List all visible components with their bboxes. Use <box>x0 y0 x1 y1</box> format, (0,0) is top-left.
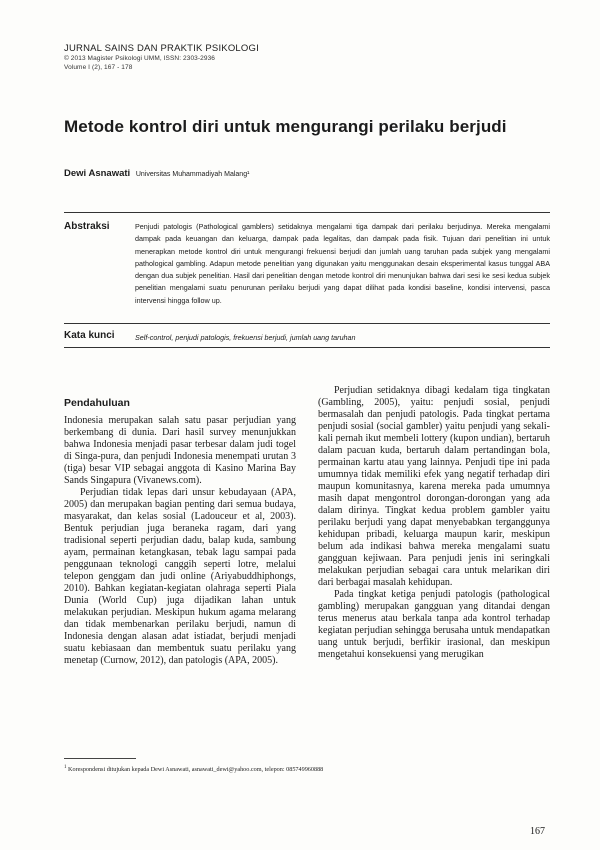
left-paragraph-1: Indonesia merupakan salah satu pasar perjudian yang berkembang di dunia. Dari hasil survey menunjukkan bahwa Indonesia menjadi pasar terbesar dalam judi togel di Singa-pura, dan penjudi Indonesia menempati urutan 3 (tiga) besar VIP sebagai anggota di Kasino Marina Bay Sands Singapura (Vivanews.com). <box>64 415 296 486</box>
abstract-top-rule <box>64 212 550 213</box>
abstract-text: Penjudi patologis (Pathological gamblers) setidaknya mengalami tiga dampak dari perilaku berjudinya. Mereka mengalami dampak pada keuangan dan keluarga, dampak pada legalitas, dan dampak pada fisik. Tujuan dari penelitian ini untuk menerapkan metode kontrol diri untuk mengurangi frekuensi berjudi dan jumlah uang taruhan pada subjek yang mengalami pathological gambling. Adapun metode penelitian yang digunakan yaitu menggunakan desain eksperimental kasus tunggal ABA dengan dua subjek penelitian. Hasil dari penelitian dengan metode kontrol diri menunjukan bahwa dari sesi ke sesi kedua subjek penelitian mengalami suatu penurunan perilaku berjudi yang dapat dilihat pada kondisi baseline, kondisi intervensi, pasca intervensi hingga follow up. <box>135 222 550 305</box>
left-paragraph-2: Perjudian tidak lepas dari unsur kebudayaan (APA, 2005) dan merupakan bagian penting dari semua budaya, masyarakat, dan kelas sosial (Ladouceur et al, 2003). Bentuk perjudian juga beraneka ragam, dari yang tradisional seperti perjudian dadu, balap kuda, sambung ayam, permainan ketangkasan, tebak lagu sampai pada penggunaan teknologi canggih seperti lotre, melalui telepon genggam dan judi online (Ariyabuddhiphongs, 2010). Bahkan kegiatan-kegiatan olahraga seperti Piala Dunia (World Cup) juga dijadikan lahan untuk melakukan perjudian. Meskipun hukum agama melarang dan tidak membenarkan perilaku berjudi, namun di Indonesia dengan alasan adat istiadat, berjudi menjadi suatu kebiasaan dan membentuk suatu perilaku yang menetap (Curnow, 2012), dan patologis (APA, 2005). <box>64 487 296 666</box>
journal-volume: Volume I (2), 167 - 178 <box>64 64 133 71</box>
journal-copyright: © 2013 Magister Psikologi UMM, ISSN: 2303-2936 <box>64 55 216 62</box>
left-column <box>64 385 296 667</box>
section-heading: Pendahuluan <box>64 397 130 409</box>
author-affiliation: Universitas Muhammadiyah Malang¹ <box>135 171 250 178</box>
article-title: Metode kontrol diri untuk mengurangi perilaku berjudi <box>64 117 507 136</box>
keywords-heading: Kata kunci <box>64 330 115 341</box>
right-paragraph-2: Pada tingkat ketiga penjudi patologis (pathological gambling) merupakan gangguan yang ditandai dengan terus menerus atau berkala tanpa ada kontrol terhadap kegiatan perjudian sehingga berusaha untuk mendapatkan uang untuk berjudi, berfikir irasional, dan meskipun mengetahui konsekuensi yang merugikan <box>318 589 550 660</box>
keywords-bottom-rule <box>64 347 550 348</box>
keywords-top-rule <box>64 323 550 324</box>
author-name: Dewi Asnawati <box>64 168 131 179</box>
right-paragraph-1: Perjudian setidaknya dibagi kedalam tiga tingkatan (Gambling, 2005), yaitu: penjudi sosial, penjudi bermasalah dan penjudi patologis. Pada tingkat pertama penjudi sosial (social gambler) yaitu penjudi yang sekali-kali pernah ikut membeli lottery (kupon undian), bertaruh dalam pacuan kuda, bertaruh dalam pertandingan bola, permainan kartu atau yang lainnya. Penjudi tipe ini pada umumnya tidak memiliki efek yang negatif terhadap diri maupun komunitasnya, karena mereka pada umumnya masih dapat mengontrol dorongan-dorongan yang ada dalam dirinya. Tingkat kedua problem gambler yaitu perilaku berjudi yang dapat menyebabkan terganggunya kehidupan pribadi, keluarga maupun karir, meskipun belum ada indikasi bahwa mereka mengalami suatu gangguan kejiwaan. Para penjudi jenis ini seringkali melakukan perjudian sebagai cara untuk melarikan diri dari berbagai masalah kehidupan. <box>318 385 550 588</box>
footnote-rule <box>64 758 136 759</box>
footnote <box>64 765 550 773</box>
footnote-text: Korespondensi ditujukan kepada Dewi Asnawati, asnawati_dewi@yahoo.com, telepon: 085749960888 <box>68 766 324 774</box>
author-line <box>64 168 249 179</box>
right-column <box>318 385 550 661</box>
footnote-mark: 1 <box>64 765 67 770</box>
page-number: 167 <box>530 826 545 837</box>
journal-header <box>64 44 259 72</box>
keywords-text: Self-control, penjudi patologis, frekuensi berjudi, jumlah uang taruhan <box>135 333 356 342</box>
journal-name: JURNAL SAINS DAN PRAKTIK PSIKOLOGI <box>64 43 259 54</box>
abstract-heading: Abstraksi <box>64 221 110 232</box>
